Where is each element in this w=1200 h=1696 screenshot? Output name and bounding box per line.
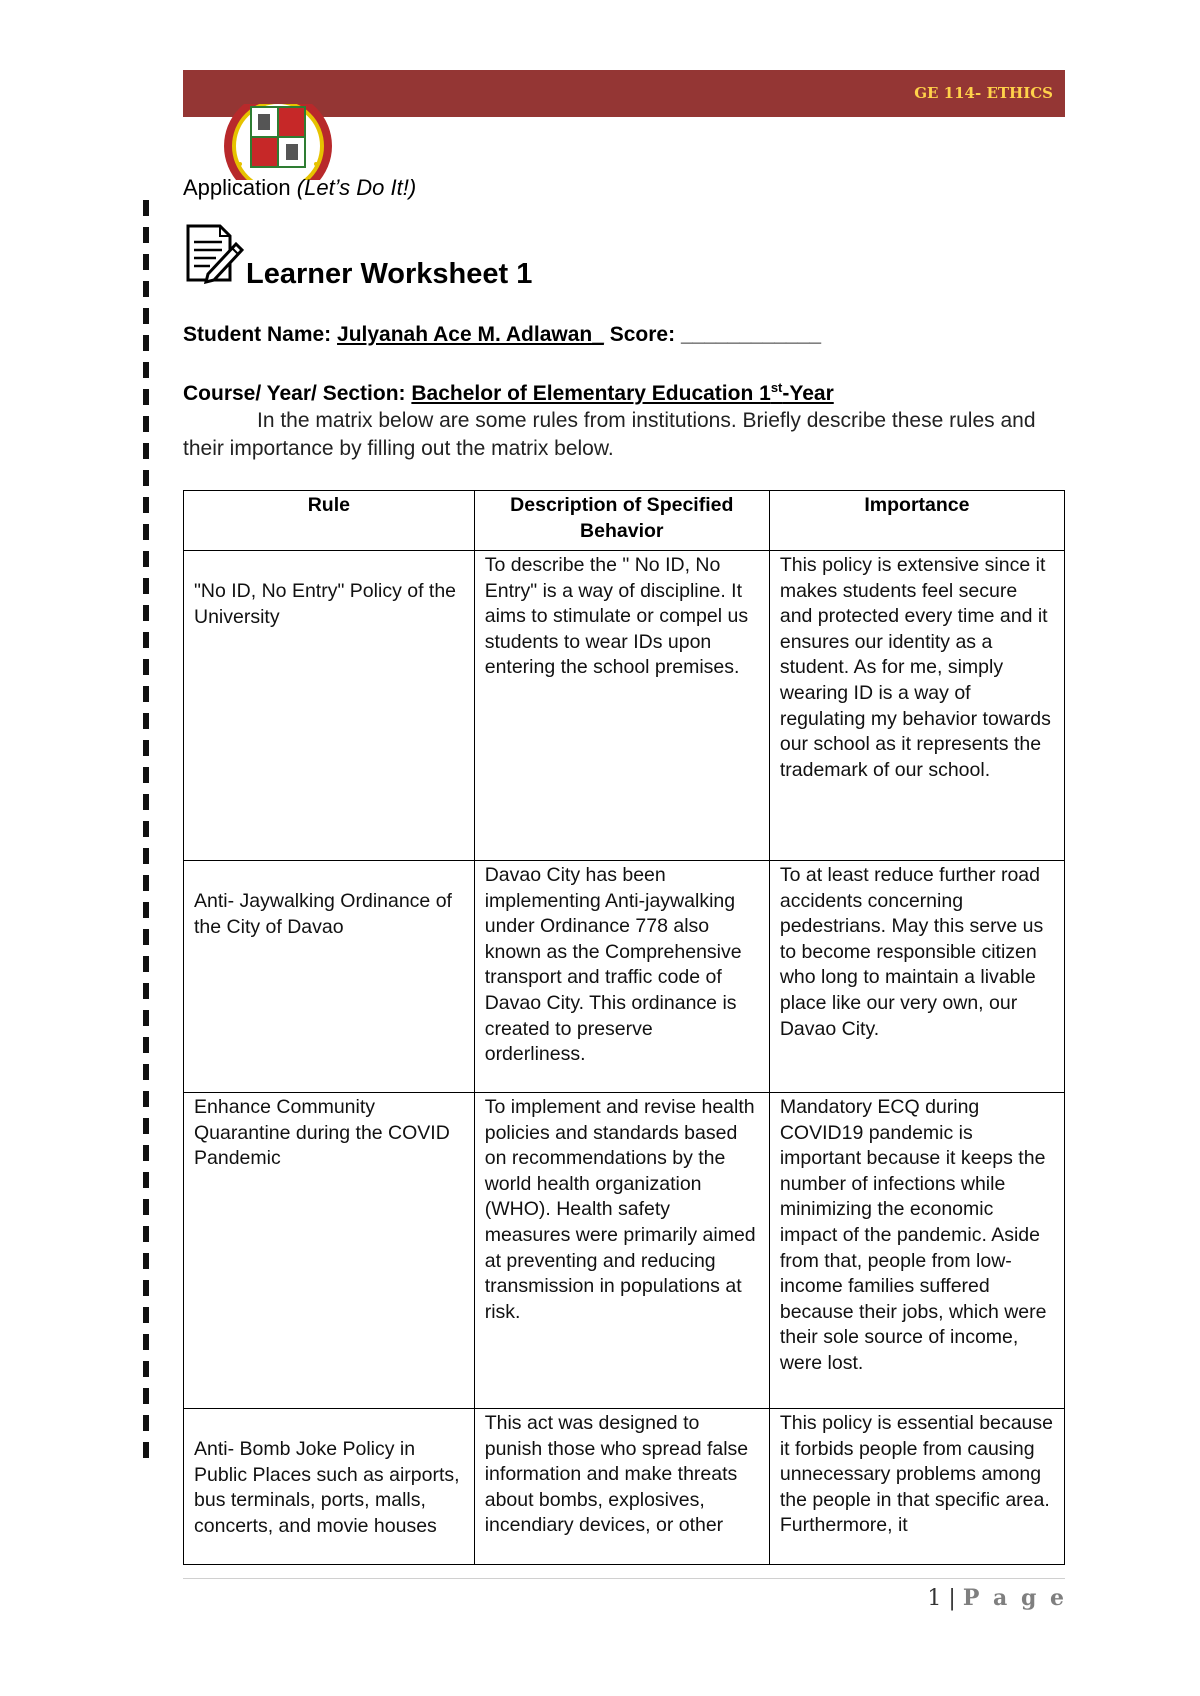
worksheet-title: Learner Worksheet 1 — [246, 258, 533, 290]
header-description: Description of Specified Behavior — [474, 491, 769, 551]
table-header-row — [184, 491, 1065, 551]
table-row — [184, 1093, 1065, 1409]
rule-cell: "No ID, No Entry" Policy of the University — [184, 551, 475, 861]
rule-cell: Anti- Bomb Joke Policy in Public Places such as airports, bus terminals, ports, malls, concerts, and movie houses — [184, 1409, 475, 1565]
course-line — [183, 380, 834, 406]
importance-cell: To at least reduce further road accidents concerning pedestrians. May this serve us to become responsible citizen who long to maintain a livable place like our very own, our Davao City. — [769, 861, 1064, 1093]
importance-cell: This policy is essential because it forbids people from causing unnecessary problems among the people in that specific area. Furthermore, it — [769, 1409, 1064, 1565]
description-cell: To implement and revise health policies and standards based on recommendations by the world health organization (WHO). Health safety measures were primarily aimed at preventing and reducing transmission in populations at risk. — [474, 1093, 769, 1409]
page-separator: | — [948, 1586, 956, 1611]
table-row — [184, 1409, 1065, 1565]
course-label: Course/ Year/ Section: — [183, 382, 406, 405]
description-cell: To describe the " No ID, No Entry" is a way of discipline. It aims to stimulate or compel us students to wear IDs upon entering the school premises. — [474, 551, 769, 861]
worksheet-pencil-icon — [184, 222, 244, 284]
section-title-main: Application — [183, 175, 291, 200]
description-cell: This act was designed to punish those who spread false information and make threats about bombs, explosives, incendiary devices, or other — [474, 1409, 769, 1565]
course-value-sup: st — [770, 380, 783, 395]
student-name-value: Julyanah Ace M. Adlawan_ — [337, 323, 604, 346]
section-title — [183, 175, 416, 201]
section-title-sub: (Let’s Do It!) — [296, 175, 417, 200]
page-number-value: 1 — [927, 1586, 942, 1611]
importance-cell: Mandatory ECQ during COVID19 pandemic is important because it keeps the number of infections while minimizing the economic impact of the pandemic. Aside from that, people from low-income families suffered because their jobs, which were their sole source of income, were lost. — [769, 1093, 1064, 1409]
footer-divider — [183, 1578, 1065, 1579]
university-seal-icon — [222, 104, 334, 180]
table-row — [184, 861, 1065, 1093]
description-cell: Davao City has been implementing Anti-jaywalking under Ordinance 778 also known as the Comprehensive transport and traffic code of Davao City. This ordinance is created to preserve orderliness. — [474, 861, 769, 1093]
score-value: ____________ — [680, 323, 822, 346]
course-value-prefix: Bachelor of Elementary Education 1 — [411, 382, 771, 405]
header-importance: Importance — [769, 491, 1064, 551]
table-row — [184, 551, 1065, 861]
course-value-suffix: -Year — [782, 382, 834, 405]
rules-matrix-table — [183, 490, 1065, 1565]
intro-paragraph: In the matrix below are some rules from institutions. Briefly describe these rules and their importance by filling out the matrix below. — [183, 409, 1036, 460]
margin-dash-line — [143, 200, 149, 1460]
page-label: P a g e — [962, 1585, 1067, 1611]
student-name-line — [183, 323, 821, 347]
rule-cell: Enhance Community Quarantine during the COVID Pandemic — [184, 1093, 475, 1409]
student-name-label: Student Name: — [183, 323, 332, 346]
course-value — [411, 382, 833, 405]
header-rule: Rule — [184, 491, 475, 551]
page-number — [927, 1585, 1067, 1611]
importance-cell: This policy is extensive since it makes students feel secure and protected every time and it ensures our identity as a student. As for me, simply wearing ID is a way of regulating my behavior towards our school as it represents the trademark of our school. — [769, 551, 1064, 861]
course-code: GE 114- ETHICS — [914, 84, 1053, 102]
rule-cell: Anti- Jaywalking Ordinance of the City of Davao — [184, 861, 475, 1093]
score-label: Score: — [609, 323, 676, 346]
